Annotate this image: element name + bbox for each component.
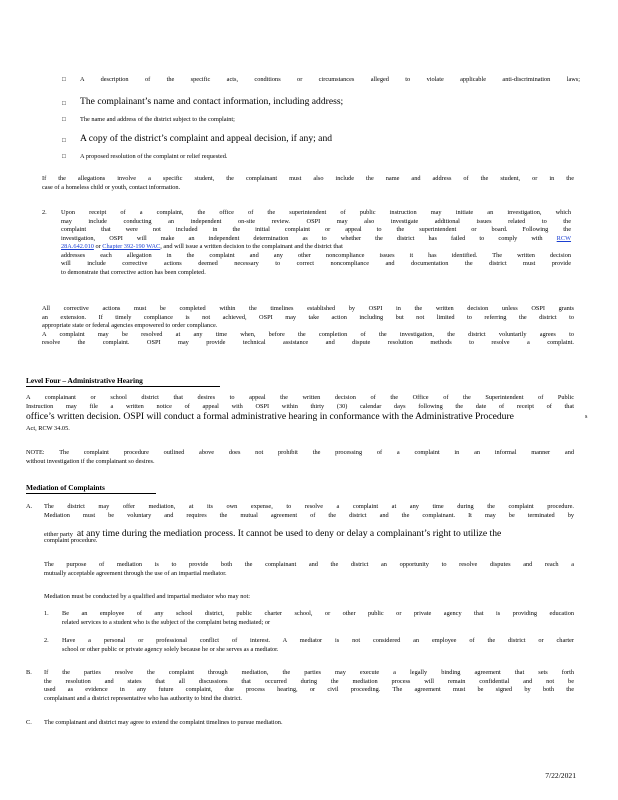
bullet-marker-icon: □	[62, 100, 66, 107]
list-number: 2.	[42, 209, 47, 216]
mediation-heading: Mediation of Complaints	[26, 483, 105, 492]
mediator-requirements-line: Mediation must be conducted by a qualified and impartial mediator who may not:	[44, 593, 250, 600]
bullet-marker-icon: □	[62, 76, 66, 83]
rcw-act-line: Act, RCW 34.05.	[26, 425, 70, 432]
rcw-link[interactable]: RCW	[556, 234, 572, 242]
bullet-text: A description of the specific acts, conditions or circumstances alleged to violate applicable anti-discrimination laws;	[80, 76, 580, 83]
heading-underline	[26, 386, 220, 387]
footer-date: 7/22/2021	[545, 771, 576, 780]
bullet-text: A copy of the district’s complaint and appeal decision, if any; and	[80, 133, 333, 144]
bullet-text: A proposed resolution of the complaint or relief requested.	[80, 153, 228, 160]
rcw-28a-642-010-link[interactable]: 28A.642.010	[61, 243, 94, 250]
mediator-restriction-2: Have a personal or professional conflict of interest. A mediator is not considered an employee of the district or charter school or other public or private agency solely because he or she serves as a mediator.	[62, 637, 574, 653]
note-paragraph: NOTE: The complaint procedure outlined above does not prohibit the processing of a complaint in an informal manner and without investigation if the complainant so desires.	[26, 449, 574, 465]
bullet-marker-icon: □	[62, 137, 66, 144]
section-label: A.	[26, 503, 33, 510]
level-four-hearing-line: office’s written decision. OSPI will conduct a formal administrative hearing in conformance with the Administrative Procedure	[26, 411, 514, 422]
mediator-restriction-1: Be an employee of any school district, public charter school, or other public or private agency that is providing education related services to a student who is the subject of the complaint being mediated; or	[62, 610, 574, 626]
level-four-paragraph: A complainant or school district that desires to appeal the written decision of the Office of the Superintendent of Public Instruction may file a written notice of appeal with OSPI within thirty (30) calendar days following the date of receipt of that	[26, 394, 574, 410]
bullet-marker-icon: □	[62, 116, 66, 123]
ospi-investigation-paragraph: Upon receipt of a complaint, the office of the superintendent of public instruction may initiate an investigation, which may include conducting an independent on-site review. OSPI may also investigate additional issues related to the complaint that were not included in the initial complaint or appeal to the superintendent or board. Following the investigation, OSPI will make an independent determination as to whether the district has failed to comply with RCW 28A.642.010 or Chapter 392-190 WAC, and will issue a written decision to the complainant and the district that addresses each allegation in the complaint and any other noncompliance issues it has identified. The written decision will include corrective actions deemed necessary to correct noncompliance and documentation the district must provide to demonstrate that corrective action has been completed.	[61, 209, 572, 276]
list-number: 2.	[44, 637, 49, 644]
section-label: C.	[26, 719, 32, 726]
homeless-paragraph: If the allegations involve a specific student, the complainant must also include the name and address of the student, or in the case of a homeless child or youth, contact information.	[42, 175, 574, 191]
heading-underline	[26, 493, 156, 494]
level-four-heading: Level Four – Administrative Hearing	[26, 376, 143, 385]
mediation-terminate-line: either party at any time during the mediation process. It cannot be used to deny or delay a complainant’s right to utilize the	[44, 528, 502, 539]
bullet-text: The name and address of the district subject to the complaint;	[80, 116, 235, 123]
mediation-purpose-paragraph: The purpose of mediation is to provide both the complainant and the district an opportunity to resolve disputes and reach a mutually acceptable agreement through the use of an impartial mediator.	[44, 561, 574, 577]
mediation-offer-paragraph: The district may offer mediation, at its own expense, to resolve a complaint at any time during the complaint procedure. Mediation must be voluntary and requires the mutual agreement of the district and the complainant. It may be terminated by	[44, 503, 574, 519]
bullet-marker-icon: □	[62, 153, 66, 160]
corrective-actions-paragraph: All corrective actions must be completed within the timelines established by OSPI in the written decision unless OSPI grants an extension. If timely compliance is not achieved, OSPI may take action including but not limited to referring the district to appropriate state or federal agencies empowered to order compliance. A complaint may be resolved at any time when, before the completion of the investigation, the district voluntarily agrees to resolve the complaint. OSPI may provide technical assistance and dispute resolution methods to resolve a complaint.	[42, 305, 574, 346]
chapter-392-190-wac-link[interactable]: Chapter 392-190 WAC	[102, 243, 161, 250]
list-number: 1.	[44, 610, 49, 617]
mediation-extend-line: The complainant and district may agree to extend the complaint timelines to pursue mediation.	[44, 719, 283, 726]
section-label: B.	[26, 669, 32, 676]
bullet-text: The complainant’s name and contact information, including address;	[80, 96, 344, 107]
document-page: □ A description of the specific acts, conditions or circumstances alleged to violate applicable anti-discrimination laws; □ The complainant’s name and contact information, including address; □ The name and address of the district subject to the complaint; □ A copy of the district’s complaint and appeal decision, if any; and □ A proposed resolution of the complaint or relief requested. If the allegations involve a specific student, the complainant must also include the name and address of the student, or in the case of a homeless child or youth, contact information. 2. Upon receipt of a complaint, the office of the superintendent of public instruction may initiate an investigation, which may include conducting an independent on-site review. OSPI may also investigate additional issues related to the complaint that were not included in the initial complaint or appeal to the superintendent or board. Following the investigation, OSPI will make an independent determination as to whether the district has failed to comply with RCW 28A.642.010 or Chapter 392-190 WAC, and will issue a written decision to the complainant and the district that addresses each allegation in the complaint and any other noncompliance issues it has identified. The written decision will include corrective actions deemed necessary to correct noncompliance and documentation the district must provide to demonstrate that corrective action has been completed. All corrective actions must be completed within the timelines established by OSPI in the written decision unless OSPI grants an extension. If timely compliance is not achieved, OSPI may take action including but not limited to referring the district to appropriate state or federal agencies empowered to order compliance. A complaint may be resolved at any time when, before the completion of the investigation, the district voluntarily agrees to resolve the complaint. OSPI may provide technical assistance and dispute resolution methods to resolve a complaint. Level Four – Administrative Hearing A complainant or school district that desires to appeal the written decision of the Office of the Superintendent of Public Instruction may file a written notice of appeal with OSPI within thirty (30) calendar days following the date of receipt of that office’s written decision. OSPI will conduct a formal administrative hearing in conformance with the Administrative Procedure s Act, RCW 34.05. NOTE: The complaint procedure outlined above does not prohibit the processing of a complaint in an informal manner and without investigation if the complainant so desires. Mediation of Complaints A. The district may offer mediation, at its own expense, to resolve a complaint at any time during the complaint procedure. Mediation must be voluntary and requires the mutual agreement of the district and the complainant. It may be terminated by either party at any time during the mediation process. It cannot be used to deny or delay a complainant’s right to utilize the complaint procedure. The purpose of mediation is to provide both the complainant and the district an opportunity to resolve disputes and reach a mutually acceptable agreement through the use of an impartial mediator. Mediation must be conducted by a qualified and impartial mediator who may not: 1. Be an employee of any school district, public charter school, or other public or private agency that is providing education related services to a student who is the subject of the complaint being mediated; or 2. Have a personal or professional conflict of interest. A mediator is not considered an employee of the district or charter school or other public or private agency solely because he or she serves as a mediator. B. If the parties resolve the complaint through mediation, the parties may execute a legally binding agreement that sets forth the resolution and states that all discussions that occurred during the mediation process will remain confidential and not be used as evidence in any future complaint, due process hearing, or civil proceeding. The agreement must be signed by both the complainant and a district representative who has authority to bind the district. C. The complainant and district may agree to extend the complaint timelines to pursue mediation. 7/22/2021	[26, 76, 588, 780]
mediation-agreement-paragraph: If the parties resolve the complaint through mediation, the parties may execute a legally binding agreement that sets forth the resolution and states that all discussions that occurred during the mediation process will remain confidential and not be used as evidence in any future complaint, due process hearing, or civil proceeding. The agreement must be signed by both the complainant and a district representative who has authority to bind the district.	[44, 669, 574, 702]
